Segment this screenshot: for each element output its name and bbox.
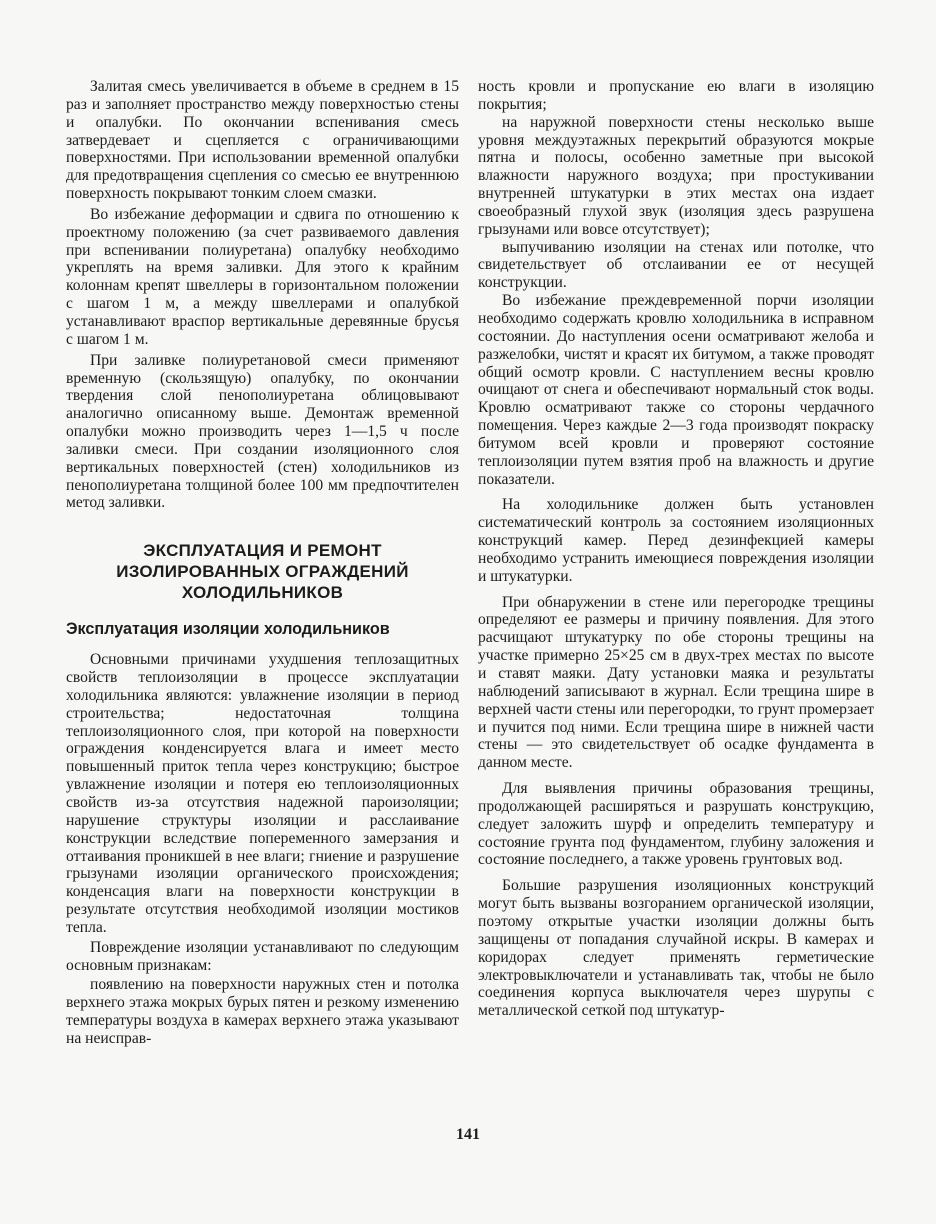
paragraph: выпучиванию изоляции на стенах или потолке, что свидетельствует об отслаивании ее от несущей конструкции.: [478, 238, 874, 292]
paragraph: Повреждение изоляции устанавливают по следующим основным признакам:: [66, 938, 459, 974]
paragraph: Основными причинами ухудшения теплозащитных свойств теплоизоляции в процессе эксплуатации холодильника являются: увлажнение изоляции в период строительства; недостаточная толщина теплоизоляционного слоя, при которой на поверхности ограждения конденсируется влага и имеет место повышенный приток тепла через конструкцию; быстрое увлажнение изоляции и потеря ею теплоизоляционных свойств из-за отсутствия надежной пароизоляции; нарушение структуры изоляции и расслаивание конструкции вследствие попеременного замерзания и оттаивания проникшей в нее влаги; гниение и разрушение грызунами изоляции органического происхождения; конденсация влаги на поверхности конструкции в результате отсутствия необходимой изоляции мостиков тепла.: [66, 651, 459, 936]
paragraph: При обнаружении в стене или перегородке трещины определяют ее размеры и причину появления. Для этого расчищают штукатурку по обе стороны трещины на участке примерно 25×25 см в двух-трех местах по высоте и ставят маяки. Дату установки маяка и результаты наблюдений записывают в журнал. Если трещина шире в верхней части стены или перегородки, то грунт промерзает и пучится под ними. Если трещина шире в нижней части стены — это свидетельствует об осадке фундамента в данном месте.: [478, 593, 874, 772]
section-title: Эксплуатация изоляции холодильников: [66, 620, 390, 639]
paragraph: Для выявления причины образования трещины, продолжающей расширяться и разрушать конструкцию, следует заложить шурф и определить температуру и состояние грунта под фундаментом, глубину заложения и состояние последнего, а также уровень грунтовых вод.: [478, 780, 874, 869]
paragraph: на наружной поверхности стены несколько выше уровня междуэтажных перекрытий образуются мокрые пятна и полосы, особенно заметные при высокой влажности наружного воздуха; при простукивании внутренней штукатурки в этих местах она издает своеобразный глухой звук (изоляция здесь разрушена грызунами или вовсе отсутствует);: [478, 113, 874, 238]
paragraph: Залитая смесь увеличивается в объеме в среднем в 15 раз и заполняет пространство между поверхностью стены и опалубки. По окончании вспенивания смесь затвердевает и сцепляется с ограничивающими поверхностями. При использовании временной опалубки для предотвращения сцепления со смесью ее внутреннюю поверхность покрывают тонким слоем смазки.: [66, 78, 459, 203]
paragraph: ность кровли и пропускание ею влаги в изоляцию покрытия;: [478, 78, 874, 113]
left-column: [66, 78, 459, 1048]
paragraph: Большие разрушения изоляционных конструкций могут быть вызваны возгоранием органической изоляции, поэтому открытые участки изоляции должны быть защищены от попадания случайной искры. В камерах и коридорах следует применять герметические электровыключатели и устанавливать так, чтобы не было соединения корпуса выключателя через шурупы с металлической сеткой под штукатур-: [478, 877, 874, 1020]
paragraph: появлению на поверхности наружных стен и потолка верхнего этажа мокрых бурых пятен и резкому изменению температуры воздуха в камерах верхнего этажа указывают на неисправ-: [66, 976, 459, 1047]
chapter-title: ЭКСПЛУАТАЦИЯ И РЕМОНТ ИЗОЛИРОВАННЫХ ОГРАЖДЕНИЙ ХОЛОДИЛЬНИКОВ: [116, 541, 409, 603]
right-column: [478, 78, 874, 1020]
paragraph: На холодильнике должен быть установлен систематический контроль за состоянием изоляционных конструкций камер. Перед дезинфекцией камеры необходимо устранить имеющиеся повреждения изоляции и штукатурки.: [478, 496, 874, 585]
paragraph: Во избежание преждевременной порчи изоляции необходимо содержать кровлю холодильника в исправном состоянии. До наступления осени осматривают желоба и разжелобки, чистят и красят их битумом, а также проводят общий осмотр кровли. С наступлением весны кровлю очищают от снега и обеспечивают нормальный сток воды. Кровлю осматривают также со стороны чердачного помещения. Через каждые 2—3 года производят покраску битумом всей кровли и проверяют состояние теплоизоляции путем взятия проб на влажность и другие показатели.: [478, 292, 874, 488]
paragraph: Во избежание деформации и сдвига по отношению к проектному положению (за счет развиваемого давления при вспенивании полиуретана) опалубку необходимо укреплять на время заливки. Для этого к крайним колоннам крепят швеллеры в горизонтальном положении с шагом 1 м, а между швеллерами и опалубкой устанавливают враспор вертикальные деревянные брусья с шагом 1 м.: [66, 205, 459, 348]
paragraph: При заливке полиуретановой смеси применяют временную (скользящую) опалубку, по окончании твердения слой пенополиуретана облицовывают аналогично описанному выше. Демонтаж временной опалубки можно производить через 1—1,5 ч после заливки смеси. При создании изоляционного слоя вертикальных поверхностей (стен) холодильников из пенополиуретана толщиной более 100 мм предпочтителен метод заливки.: [66, 351, 459, 512]
page-number: 141: [456, 1126, 480, 1143]
